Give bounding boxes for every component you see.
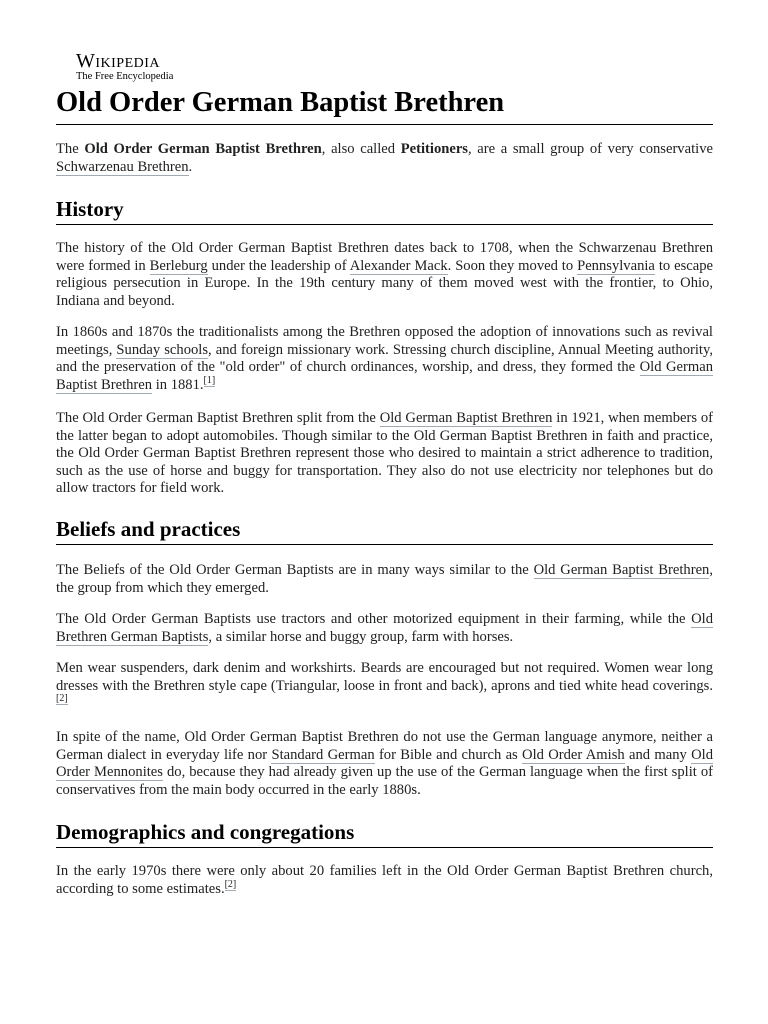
text: under the leadership of	[207, 257, 350, 274]
text: in 1921, when members of the latter began to adopt automobiles. Though similar to the Old German Baptist Brethren in faith and practice, the Old Order German Baptist Brethren represent those who desired to maintain a strict adherence to tradition, such as the use of horse and buggy for transportation. They also do not use electricity nor telephones but do allow tractors for field work.	[56, 410, 713, 497]
beliefs-paragraph-3	[56, 660, 713, 713]
beliefs-paragraph-1	[56, 562, 713, 597]
link-old-german-baptist-brethren[interactable]: Old German Baptist Brethren	[56, 359, 714, 393]
text: The history of the Old Order German Baptist Brethren dates back to 1708, when the Schwarzenau Brethren were formed in	[56, 240, 713, 274]
logo-wordmark: Wikipedia	[76, 50, 161, 72]
wikipedia-logo[interactable]	[76, 51, 173, 83]
text: to escape religious persecution in Europe. In the 19th century many of them moved west with the frontier, to Ohio, Indiana and beyond.	[56, 257, 713, 309]
text: and many	[624, 746, 692, 763]
link-old-german-baptist-brethren[interactable]: Old German Baptist Brethren	[533, 562, 710, 578]
text: , a similar horse and buggy group, farm with horses.	[208, 628, 514, 645]
reference-label: [2]	[224, 878, 237, 890]
intro-paragraph	[56, 141, 713, 176]
text: , and foreign missionary work. Stressing church discipline, Annual Meeting authority, and the preservation of the "old order" of church ordinances, worship, and dress, they formed the	[56, 341, 713, 376]
link-old-order-mennonites[interactable]: Old Order Mennonites	[56, 746, 713, 781]
link-alexander-mack[interactable]: Alexander Mack	[349, 257, 448, 274]
history-paragraph-1	[56, 240, 713, 310]
link-standard-german[interactable]: Standard German	[271, 746, 375, 763]
beliefs-paragraph-4	[56, 729, 713, 799]
text: . Soon they moved to	[447, 257, 578, 274]
text: In 1860s and 1870s the traditionalists among the Brethren opposed the adoption of innovations such as revival meetings,	[56, 324, 713, 358]
heading-beliefs-and-practices: Beliefs and practices	[56, 516, 713, 545]
text: , are a small group of very conservative	[468, 141, 713, 157]
text: in 1881.	[152, 376, 204, 393]
reference-label: [1]	[203, 374, 216, 386]
page-title: Old Order German Baptist Brethren	[56, 86, 713, 125]
text: The Old Order German Baptists use tractors and other motorized equipment in their farming, while the	[56, 611, 692, 627]
logo-tagline: The Free Encyclopedia	[76, 71, 174, 82]
history-paragraph-3	[56, 410, 713, 498]
reference-2[interactable]	[56, 693, 68, 705]
text: In the early 1970s there were only about 20 families left in the Old Order German Baptist Brethren church, according to some estimates.	[56, 863, 713, 897]
demographics-paragraph-1	[56, 863, 713, 898]
beliefs-paragraph-2	[56, 611, 713, 646]
link-pennsylvania[interactable]: Pennsylvania	[577, 257, 655, 274]
link-old-brethren-german-baptists[interactable]: Old Brethren German Baptists	[56, 611, 713, 645]
link-old-order-amish[interactable]: Old Order Amish	[522, 746, 625, 763]
bold-term: Old Order German Baptist Brethren	[84, 141, 322, 157]
link-schwarzenau-brethren[interactable]: Schwarzenau Brethren	[56, 158, 189, 175]
text: .	[188, 158, 193, 175]
text: In spite of the name, Old Order German Baptist Brethren do not use the German language anymore, neither a German dialect in everyday life nor	[56, 729, 713, 763]
text: , also called	[321, 141, 401, 157]
reference-2[interactable]	[225, 879, 237, 891]
link-sunday-schools[interactable]: Sunday schools	[116, 341, 209, 358]
heading-demographics-and-congregations: Demographics and congregations	[56, 819, 713, 848]
text: The Old Order German Baptist Brethren split from the	[56, 410, 380, 426]
text: do, because they had already given up the use of the German language when the first split of conservatives from the main body occurred in the early 1880s.	[56, 764, 713, 798]
reference-1[interactable]	[204, 375, 216, 387]
text: The Beliefs of the Old Order German Baptists are in many ways similar to the	[56, 562, 534, 578]
history-paragraph-2	[56, 324, 713, 394]
text: The	[56, 141, 85, 157]
text: Men wear suspenders, dark denim and workshirts. Beards are encouraged but not required. Women wear long dresses with the Brethren style cape (Triangular, loose in front and back), aprons and tied white head coverings.	[56, 660, 713, 694]
text: , the group from which they emerged.	[56, 562, 713, 596]
link-berleburg[interactable]: Berleburg	[149, 257, 208, 274]
heading-history: History	[56, 196, 713, 225]
text: for Bible and church as	[374, 746, 523, 763]
reference-label: [2]	[56, 693, 68, 705]
bold-term: Petitioners	[400, 141, 468, 157]
link-old-german-baptist-brethren[interactable]: Old German Baptist Brethren	[379, 410, 553, 426]
